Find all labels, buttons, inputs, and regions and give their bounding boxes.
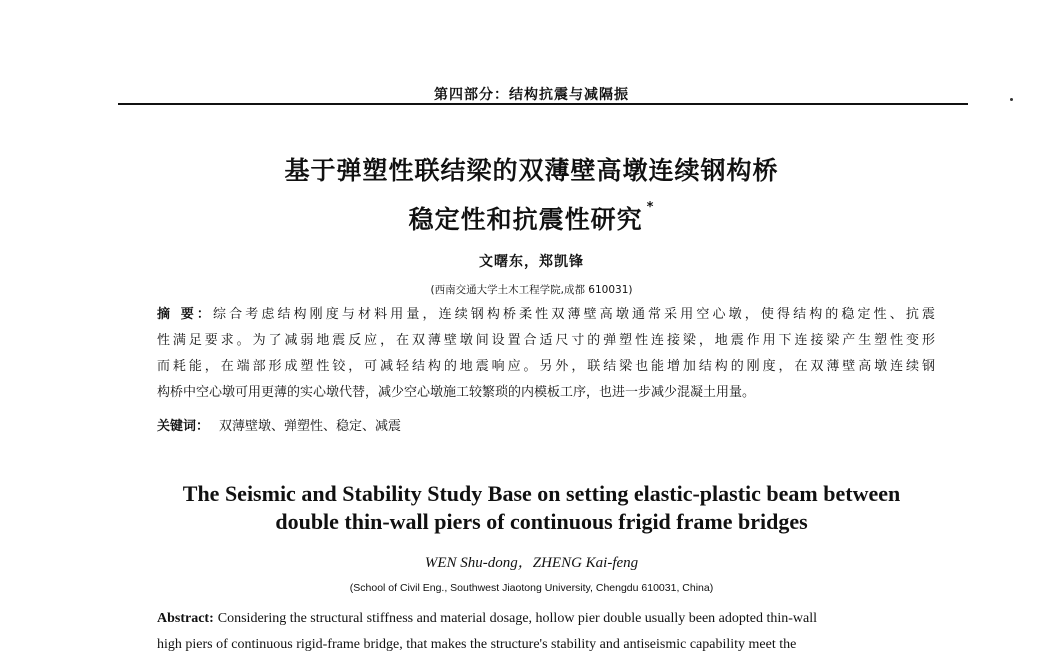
- keywords-cn: [157, 415, 401, 434]
- section-header: 第四部分：结构抗震与减隔振: [434, 87, 629, 103]
- abstract-en-text-1: Considering the structural stiffness and material dosage, hollow pier double usually been adopted thin-wall: [217, 611, 818, 626]
- abstract-en: [157, 606, 935, 658]
- abstract-cn: [157, 302, 935, 406]
- scan-mark: [1010, 98, 1013, 101]
- abstract-en-label: Abstract:: [157, 611, 214, 626]
- affiliation-en: (School of Civil Eng., Southwest Jiaotong University, Chengdu 610031, China): [349, 582, 714, 594]
- title-cn-line-2-text: 稳定性和抗震性研究: [408, 205, 643, 234]
- authors-en: WEN Shu-dong，ZHENG Kai-feng: [424, 555, 639, 571]
- abstract-cn-line-1: [157, 302, 935, 328]
- keywords-cn-label: 关键词：: [157, 419, 210, 434]
- abstract-cn-line-3: 而耗能，在端部形成塑性铰，可减轻结构的地震响应。另外，联结梁也能增加结构的刚度，在双薄壁高墩连续钢: [157, 359, 935, 374]
- abstract-cn-label: 摘 要：: [157, 307, 213, 322]
- abstract-en-line-2: high piers of continuous rigid-frame bridge, that makes the structure's stability and antiseismic capability meet the: [157, 637, 797, 652]
- title-cn-line-2: [0, 200, 1063, 236]
- abstract-cn-line-2: 性满足要求。为了减弱地震反应，在双薄壁墩间设置合适尺寸的弹塑性连接梁，地震作用下连接梁产生塑性变形: [157, 333, 935, 348]
- abstract-cn-line-4: 构桥中空心墩可用更薄的实心墩代替，减少空心墩施工较繁琐的内模板工序，也进一步减少混凝土用量。: [157, 385, 756, 400]
- abstract-cn-text-1: 综合考虑结构刚度与材料用量，连续钢构桥柔性双薄壁高墩通常采用空心墩，使得结构的稳定性、抗震: [212, 307, 935, 322]
- authors-cn: 文曙东，郑凯锋: [479, 254, 584, 270]
- title-footnote-mark: *: [646, 200, 655, 215]
- affiliation-cn: (西南交通大学土木工程学院,成都 610031): [430, 284, 633, 296]
- header-rule: [118, 103, 968, 105]
- keywords-cn-value: 双薄壁墩、弹塑性、稳定、减震: [219, 419, 402, 434]
- title-cn-line-1: 基于弹塑性联结梁的双薄壁高墩连续钢构桥: [284, 156, 779, 185]
- abstract-en-line-1: [157, 606, 935, 632]
- title-en-line-2: double thin-wall piers of continuous frigid frame bridges: [275, 509, 808, 534]
- title-en-line-1: The Seismic and Stability Study Base on setting elastic-plastic beam between: [182, 481, 901, 506]
